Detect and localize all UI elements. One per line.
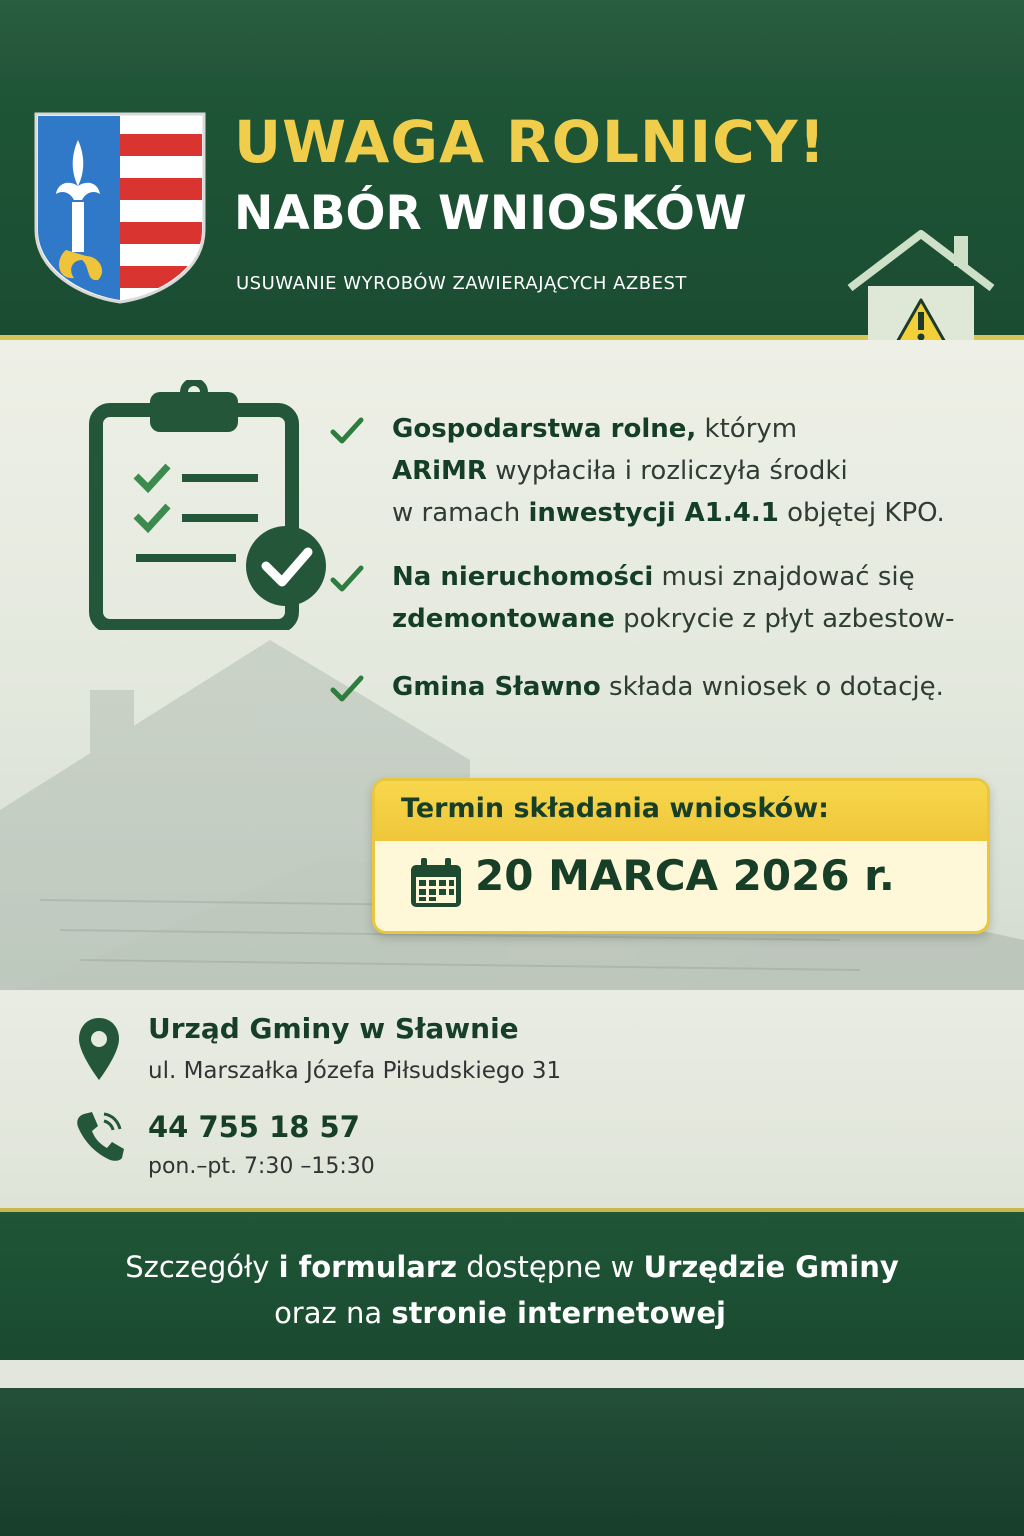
deadline-header bbox=[375, 781, 987, 841]
phone-icon bbox=[74, 1108, 126, 1162]
calendar-icon bbox=[409, 857, 463, 909]
clipboard-check-icon bbox=[88, 380, 338, 630]
footer-line-1: Szczegóły i formularz dostępne w Urzędzie Gminy bbox=[125, 1250, 899, 1284]
check-icon bbox=[330, 564, 364, 594]
check-icon bbox=[330, 416, 364, 446]
office-hours: pon.–pt. 7:30 –15:30 bbox=[148, 1154, 375, 1179]
bottom-dark-band bbox=[0, 1388, 1024, 1536]
phone-number: 44 755 18 57 bbox=[148, 1110, 360, 1144]
contact-section bbox=[0, 990, 1024, 1208]
condition-text: Gospodarstwa rolne, którym ARiMR wypłaciła i rozliczyła środki w ramach inwestycji A1.4.1 objętej KPO. bbox=[392, 414, 945, 528]
header bbox=[0, 78, 1024, 340]
house-warning-icon bbox=[846, 226, 996, 356]
office-address: ul. Marszałka Józefa Piłsudskiego 31 bbox=[148, 1058, 562, 1084]
condition-text: Na nieruchomości musi znajdować się zdemontowane pokrycie z płyt azbestow- bbox=[392, 562, 955, 634]
footer-line-2: oraz na stronie internetowej bbox=[274, 1296, 726, 1330]
office-name: Urząd Gminy w Sławnie bbox=[148, 1012, 519, 1045]
condition-text: Gmina Sławno składa wniosek o dotację. bbox=[392, 672, 944, 702]
coat-of-arms-icon bbox=[32, 110, 208, 304]
deadline-box bbox=[372, 778, 990, 934]
check-icon bbox=[330, 674, 364, 704]
title-line-2: NABÓR WNIOSKÓW bbox=[234, 186, 747, 241]
footer bbox=[0, 1208, 1024, 1360]
location-pin-icon bbox=[76, 1016, 122, 1082]
conditions-section bbox=[0, 340, 1024, 990]
top-band bbox=[0, 0, 1024, 78]
bottom-light-band bbox=[0, 1360, 1024, 1388]
deadline-date: 20 MARCA 2026 r. bbox=[475, 851, 895, 900]
subtitle: USUWANIE WYROBÓW ZAWIERAJĄCYCH AZBEST bbox=[236, 273, 687, 294]
deadline-label: Termin składania wniosków: bbox=[401, 793, 829, 824]
title-line-1: UWAGA ROLNICY! bbox=[234, 108, 827, 176]
